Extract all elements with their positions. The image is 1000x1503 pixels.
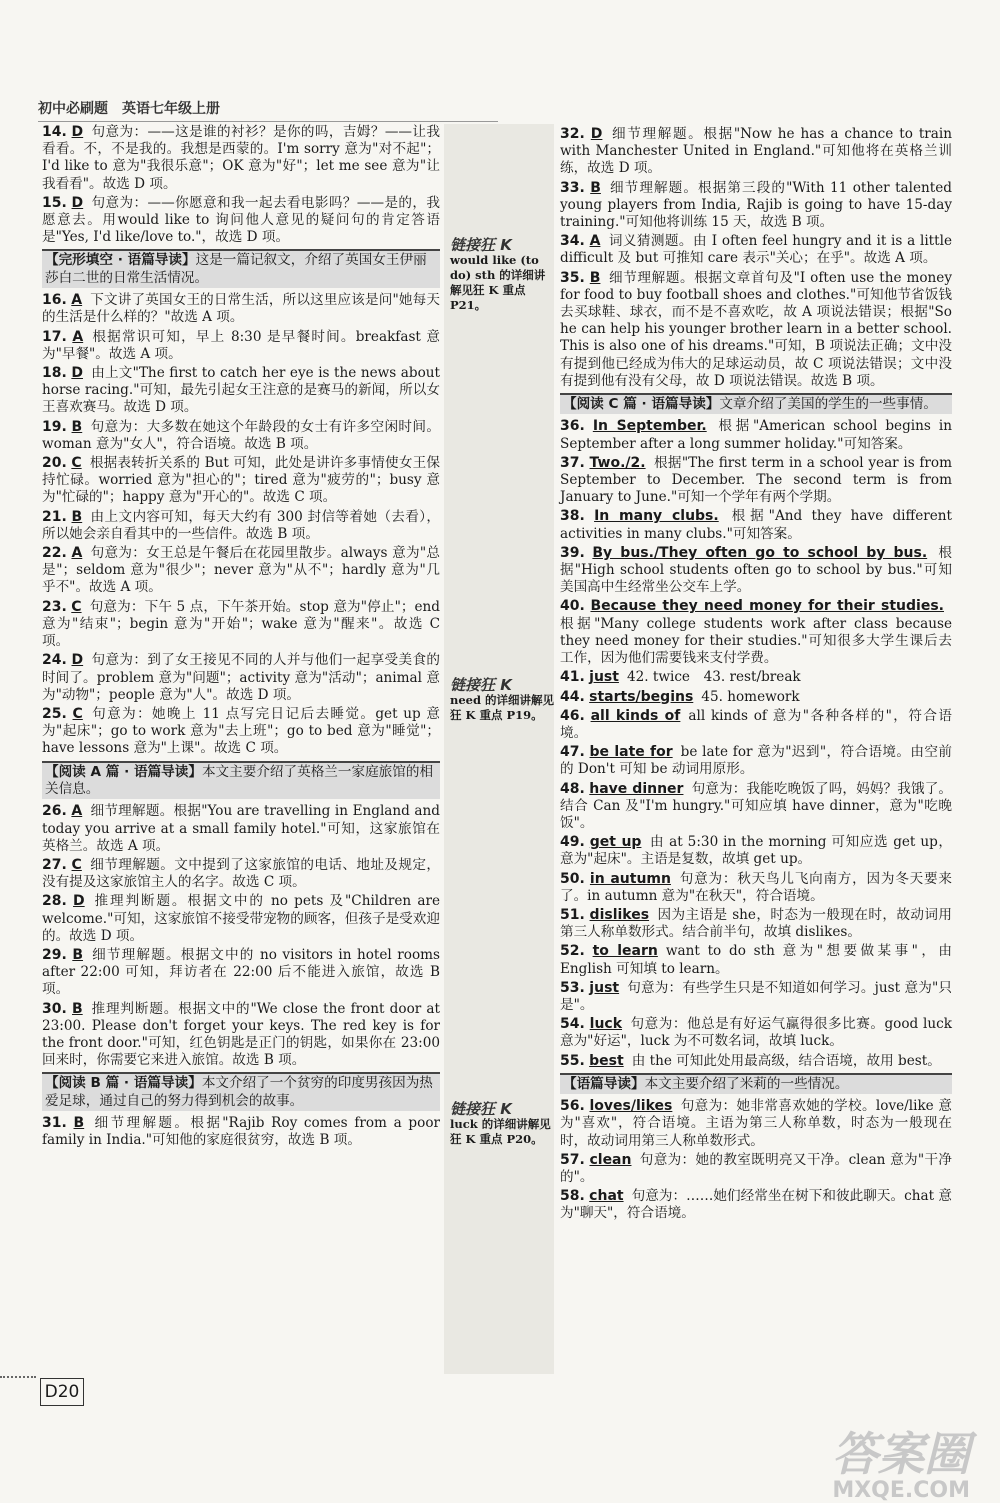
answer-entry bbox=[42, 365, 440, 417]
note-tag: 链接狂 K bbox=[450, 676, 512, 694]
explanation-text: 句意为：到了女王接见不同的人并与他们一起享受美食的时间了。problem 意为"问题"；activity 意为"活动"；animal 意为"动物"；people 意为"人"。故选 D 项。 bbox=[42, 652, 440, 703]
section-header bbox=[42, 1072, 440, 1111]
explanation-text: all kinds of 意为"各种各样的"，符合语境。 bbox=[560, 707, 952, 741]
explanation-text: 根据常识可知，早上 8:30 是早餐时间。breakfast 意为"早餐"。故选 A 项。 bbox=[42, 328, 440, 362]
question-number: 33. bbox=[560, 179, 585, 196]
question-number: 58. bbox=[560, 1188, 585, 1205]
answer-entry bbox=[560, 126, 952, 178]
answer-key: B bbox=[590, 179, 601, 196]
answer-entry bbox=[42, 947, 440, 999]
answer-key: Two./2. bbox=[589, 454, 646, 471]
answer-key: luck bbox=[589, 1016, 623, 1033]
explanation-text: 细节理解题。根据文章首句及"I often use the money for food to buy football shoes and clothes."可知他节省饭钱去买球鞋、球衣，而不是不喜欢吃，故 A 项说法错误；根据"So he can help his younger brother learn in a better school. This is also one of his dreams."可知，B 项说法正确；文中没有提到他已经成为伟大的足球运动员，故 C 项说法错误；文中没有提到他有没有父母，故 D 项说法错误。故选 B 项。 bbox=[560, 269, 952, 389]
footer-dots bbox=[0, 1376, 36, 1380]
answer-key: C bbox=[71, 856, 82, 873]
question-number: 38. bbox=[560, 508, 585, 525]
answer-key: By bus./They often go to school by bus. bbox=[592, 544, 928, 561]
answer-key: A bbox=[71, 803, 83, 820]
note-text: would like (to do) sth 的详细讲解见狂 K 重点 P21。 bbox=[450, 253, 546, 312]
answer-entry bbox=[560, 744, 952, 778]
question-number: 56. bbox=[560, 1098, 585, 1115]
question-number: 40. bbox=[560, 598, 585, 615]
explanation-text: 句意为：下午 5 点，下午茶开始。stop 意为"停止"；end 意为"结束"；begin 意为"开始"；wake 意为"醒来"。故选 C 项。 bbox=[42, 598, 440, 650]
answer-key: get up bbox=[589, 834, 642, 851]
question-number: 20. bbox=[42, 455, 67, 472]
answer-entry bbox=[560, 1188, 952, 1222]
question-number: 47. bbox=[560, 744, 585, 761]
answer-key: have dinner bbox=[589, 780, 684, 797]
explanation-text: 推理判断题。根据文中的"We close the front door at 23:00. Please don't forget your keys. The red key is for the front door."可知，红色钥匙是正门的钥匙，如果你在 23:00 回来时，你需要它来进入旅馆。故选 B 项。 bbox=[42, 1000, 440, 1069]
explanation-text: 句意为：大多数在她这个年龄段的女士有许多空闲时间。woman 意为"女人"，符合语境。故选 B 项。 bbox=[42, 418, 441, 452]
question-number: 28. bbox=[42, 893, 67, 910]
margin-note bbox=[450, 1102, 555, 1147]
note-tag: 链接狂 K bbox=[450, 1100, 512, 1118]
answer-entry bbox=[42, 195, 440, 247]
answer-key: D bbox=[73, 893, 85, 910]
answer-key: B bbox=[72, 1000, 83, 1017]
answer-key: just bbox=[589, 979, 620, 996]
answer-entry bbox=[42, 124, 440, 193]
margin-note bbox=[450, 238, 555, 313]
answer-key: starts/begins bbox=[589, 688, 694, 705]
question-number: 14. bbox=[42, 124, 67, 140]
explanation-text: 句意为：有些学生只是不知道如何学习。just 意为"只是"。 bbox=[560, 979, 953, 1013]
answer-key: just bbox=[589, 669, 619, 686]
answer-entry bbox=[560, 455, 952, 507]
answer-key: B bbox=[72, 946, 83, 963]
question-number: 17. bbox=[42, 328, 67, 345]
explanation-text: 句意为：——你愿意和我一起去看电影吗？——是的，我愿意去。用would like to 询问他人意见的疑问句的肯定答语是"Yes, I'd like/love to."，故选 D 项。 bbox=[42, 194, 440, 246]
section-text: 本文主要介绍了米莉的一些情况。 bbox=[644, 1075, 849, 1092]
answer-key: D bbox=[71, 124, 84, 140]
answer-entry bbox=[560, 598, 952, 667]
section-text: 文章介绍了美国的学生的一些事情。 bbox=[719, 396, 937, 413]
answer-entry bbox=[42, 706, 440, 758]
answer-entry bbox=[560, 180, 952, 232]
question-number: 57. bbox=[560, 1151, 585, 1168]
answer-entry bbox=[560, 689, 952, 706]
explanation-text: 根据"High school students often go to school by bus."可知美国高中生经常坐公交车上学。 bbox=[560, 544, 953, 596]
answer-key: Because they need money for their studies. bbox=[590, 598, 944, 615]
answer-key: A bbox=[589, 233, 601, 250]
question-number: 16. bbox=[42, 292, 67, 309]
answer-entry bbox=[42, 1001, 440, 1070]
explanation-text: 由 at 5:30 in the morning 可知应选 get up，意为"起床"。主语是复数，故填 get up。 bbox=[560, 834, 952, 868]
question-number: 44. bbox=[560, 688, 585, 705]
explanation-text: 词义猜测题。由 I often feel hungry and it is a little difficult 及 but 可推知 care 表示"关心；在乎"。故选 A 项。 bbox=[560, 233, 952, 267]
answer-entry bbox=[42, 509, 440, 543]
question-number: 15. bbox=[42, 194, 67, 211]
explanation-text: 42. twice 43. rest/break bbox=[626, 669, 801, 686]
section-text: 本文主要介绍了英格兰一家庭旅馆的相关信息。 bbox=[45, 763, 434, 797]
explanation-text: 句意为：我能吃晚饭了吗，妈妈？我饿了。结合 Can 及"I'm hungry."可知应填 have dinner，意为"吃晚饭"。 bbox=[560, 780, 953, 831]
explanation-text: 45. homework bbox=[701, 688, 800, 705]
answer-key: C bbox=[72, 705, 83, 722]
question-number: 37. bbox=[560, 454, 585, 471]
explanation-text: 下文讲了英国女王的日常生活，所以这里应该是问"她每天的生活是什么样的？"故选 A 项。 bbox=[42, 292, 440, 326]
explanation-text: 细节理解题。根据文中的 no visitors in hotel rooms after 22:00 可知，拜访者在 22:00 后不能进入旅馆，故选 B 项。 bbox=[42, 946, 440, 998]
section-header bbox=[560, 393, 952, 414]
answer-entry bbox=[560, 1016, 952, 1050]
question-number: 46. bbox=[560, 707, 585, 724]
explanation-text: 由 the 可知此处用最高级，结合语境，故用 best。 bbox=[631, 1052, 941, 1069]
answer-key: in autumn bbox=[589, 870, 671, 887]
answer-entry bbox=[560, 418, 952, 452]
question-number: 32. bbox=[560, 126, 585, 142]
section-header bbox=[42, 249, 440, 288]
question-number: 30. bbox=[42, 1000, 67, 1017]
running-header: 初中必刷题 英语七年级上册 bbox=[38, 98, 498, 122]
page-number: D20 bbox=[40, 1378, 84, 1406]
explanation-text: 句意为：她晚上 11 点写完日记后去睡觉。get up 意为"起床"；go to work 意为"去上班"；go to bed 意为"睡觉"；have lessons 意为"上课"。故选 C 项。 bbox=[42, 705, 440, 757]
question-number: 41. bbox=[560, 669, 585, 686]
answer-entry bbox=[560, 834, 952, 868]
explanation-text: 句意为：女王总是午餐后在花园里散步。always 意为"总是"；seldom 意为"很少"；never 意为"从不"；hardly 意为"几乎不"。故选 A 项。 bbox=[42, 545, 440, 596]
question-number: 19. bbox=[42, 418, 67, 435]
question-number: 54. bbox=[560, 1016, 585, 1033]
answer-entry bbox=[42, 419, 440, 453]
answer-entry bbox=[42, 545, 440, 597]
explanation-text: 细节理解题。根据"You are travelling in England and today you arrive at a small family hotel."可知，这家旅馆在英格兰。故选 A 项。 bbox=[42, 803, 440, 854]
question-number: 21. bbox=[42, 508, 67, 525]
section-label: 【完形填空 · 语篇导读】 bbox=[45, 252, 196, 269]
answer-entry bbox=[560, 1098, 952, 1150]
margin-note bbox=[450, 678, 555, 723]
explanation-text: 细节理解题。根据"Now he has a chance to train with Manchester United in England."可知他将在英格兰训练，故选 D 项。 bbox=[560, 126, 952, 177]
section-header bbox=[560, 1073, 952, 1094]
answer-key: In many clubs. bbox=[594, 508, 719, 525]
explanation-text: 句意为：她的教室既明亮又干净。clean 意为"干净的"。 bbox=[560, 1151, 953, 1185]
question-number: 53. bbox=[560, 979, 585, 996]
answer-key: B bbox=[73, 1115, 85, 1132]
answer-entry bbox=[42, 329, 440, 363]
explanation-text: 因为主语是 she，时态为一般现在时，故动词用第三人称单数形式。结合前半句，故填 dislikes。 bbox=[560, 906, 952, 941]
explanation-text: 句意为：……她们经常坐在树下和彼此聊天。chat 意为"聊天"，符合语境。 bbox=[560, 1188, 952, 1222]
answer-entry bbox=[560, 980, 952, 1014]
question-number: 36. bbox=[560, 418, 585, 435]
section-header bbox=[42, 761, 440, 800]
section-label: 【阅读 A 篇 · 语篇导读】 bbox=[45, 763, 202, 780]
answer-key: C bbox=[71, 455, 82, 472]
answer-entry bbox=[560, 943, 952, 977]
answer-entry bbox=[560, 1152, 952, 1186]
note-text: luck 的详细讲解见狂 K 重点 P20。 bbox=[450, 1117, 551, 1146]
answer-entry bbox=[42, 455, 440, 507]
answer-key: chat bbox=[589, 1188, 624, 1205]
answer-key: D bbox=[71, 365, 83, 382]
explanation-text: 根据"American school begins in September after a long summer holiday."可知答案。 bbox=[560, 418, 952, 452]
question-number: 31. bbox=[42, 1115, 67, 1132]
explanation-text: 细节理解题。根据第三段的"With 11 other talented young players from India, Rajib is going to have 15-day training."可知他将训练 15 天，故选 B 项。 bbox=[560, 179, 952, 231]
watermark-url: MXQE.COM bbox=[832, 1478, 970, 1503]
explanation-text: 句意为：她非常喜欢她的学校。love/like 意为"喜欢"，符合语境。主语为第三人称单数，时态为一般现在时，故动词用第三人称单数形式。 bbox=[560, 1098, 952, 1149]
answer-key: to learn bbox=[592, 943, 658, 960]
question-number: 18. bbox=[42, 365, 67, 382]
answer-key: B bbox=[589, 269, 601, 286]
note-text: need 的详细讲解见狂 K 重点 P19。 bbox=[450, 693, 555, 722]
watermark-main: 答案圈 bbox=[832, 1427, 970, 1481]
question-number: 55. bbox=[560, 1052, 585, 1069]
answer-key: A bbox=[72, 328, 84, 345]
question-number: 50. bbox=[560, 870, 585, 887]
question-number: 34. bbox=[560, 233, 585, 250]
explanation-text: 细节理解题。根据"Rajib Roy comes from a poor family in India."可知他的家庭很贫穷，故选 B 项。 bbox=[42, 1115, 441, 1149]
answer-entry bbox=[42, 803, 440, 855]
explanation-text: want to do sth 意为"想要做某事"，由 English 可知填 to learn。 bbox=[560, 943, 952, 977]
answer-entry bbox=[560, 545, 952, 597]
answer-entry bbox=[560, 781, 952, 833]
answer-key: best bbox=[589, 1052, 624, 1069]
answer-entry bbox=[560, 508, 952, 542]
explanation-text: be late for 意为"迟到"，符合语境。由空前的 Don't 可知 be 动词用原形。 bbox=[560, 744, 952, 778]
answer-entry bbox=[42, 857, 440, 891]
answer-key: B bbox=[71, 418, 83, 435]
answer-key: In September. bbox=[592, 418, 707, 435]
answer-key: A bbox=[71, 545, 83, 562]
explanation-text: 细节理解题。文中提到了这家旅馆的电话、地址及规定，没有提及这家旅馆主人的名字。故选 C 项。 bbox=[42, 856, 440, 891]
question-number: 22. bbox=[42, 545, 67, 562]
explanation-text: 推理判断题。根据文中的 no pets 及"Children are welcome."可知，这家旅馆不接受带宠物的顾客，但孩子是受欢迎的。故选 D 项。 bbox=[42, 893, 440, 944]
answer-entry bbox=[42, 292, 440, 326]
explanation-text: 句意为：——这是谁的衬衫？是你的吗，吉姆？——让我看看。不，不是我的。我想是西蒙的。I'm sorry 意为"对不起"；I'd like to 意为"我很乐意"；OK 意为"好"；let me see 意为"让我看看"。故选 D 项。 bbox=[42, 124, 440, 192]
question-number: 51. bbox=[560, 906, 585, 923]
answer-key: B bbox=[71, 508, 83, 525]
note-tag: 链接狂 K bbox=[450, 236, 512, 254]
answer-entry bbox=[42, 599, 440, 651]
answer-entry bbox=[42, 893, 440, 945]
section-label: 【阅读 C 篇 · 语篇导读】 bbox=[563, 396, 720, 413]
question-number: 23. bbox=[42, 598, 67, 615]
answer-entry bbox=[560, 907, 952, 941]
explanation-text: 句意为：秋天鸟儿飞向南方，因为冬天要来了。in autumn 意为"在秋天"，符合语境。 bbox=[560, 870, 952, 904]
answer-entry bbox=[560, 708, 952, 742]
question-number: 49. bbox=[560, 834, 585, 851]
explanation-text: 根据"And they have different activities in many clubs."可知答案。 bbox=[560, 508, 952, 542]
question-number: 39. bbox=[560, 544, 585, 561]
left-column bbox=[42, 124, 440, 1152]
question-number: 24. bbox=[42, 652, 67, 669]
question-number: 35. bbox=[560, 269, 585, 286]
section-label: 【语篇导读】 bbox=[563, 1075, 645, 1092]
section-text: 这是一篇记叙文，介绍了英国女王伊丽莎白二世的日常生活情况。 bbox=[45, 252, 427, 286]
explanation-text: 根据"The first term in a school year is from September to December. The second term is from January to June."可知一个学年有两个学期。 bbox=[560, 454, 952, 506]
answer-entry bbox=[42, 1115, 440, 1149]
question-number: 29. bbox=[42, 946, 67, 963]
answer-entry bbox=[560, 270, 952, 390]
answer-entry bbox=[42, 652, 440, 704]
answer-key: D bbox=[71, 194, 84, 211]
right-column bbox=[560, 126, 952, 1225]
section-text: 本文介绍了一个贫穷的印度男孩因为热爱足球，通过自己的努力得到机会的故事。 bbox=[45, 1075, 433, 1109]
answer-entry bbox=[560, 871, 952, 905]
explanation-text: 由上文内容可知，每天大约有 300 封信等着她（去看），所以她会亲自看其中的一些信件。故选 B 项。 bbox=[42, 508, 440, 542]
answer-entry bbox=[560, 1053, 952, 1070]
answer-key: loves/likes bbox=[589, 1098, 673, 1115]
section-label: 【阅读 B 篇 · 语篇导读】 bbox=[45, 1075, 202, 1092]
explanation-text: 句意为：他总是有好运气赢得很多比赛。good luck 意为"好运"，luck 为不可数名词，故填 luck。 bbox=[560, 1016, 953, 1050]
explanation-text: 根据表转折关系的 But 可知，此处是讲许多事情使女王保持忙碌。worried 意为"担心的"；tired 意为"疲劳的"；busy 意为"忙碌的"；happy 意为"开心的"。故选 C 项。 bbox=[42, 455, 440, 506]
question-number: 52. bbox=[560, 943, 585, 960]
answer-entry bbox=[560, 669, 952, 686]
answer-key: D bbox=[71, 652, 84, 669]
explanation-text: 根据"Many college students work after class because they need money for their studies."可知很多大学生课后去工作，因为他们需要钱来支付学费。 bbox=[560, 615, 952, 667]
question-number: 26. bbox=[42, 803, 67, 820]
answer-key: clean bbox=[589, 1151, 632, 1168]
question-number: 25. bbox=[42, 705, 67, 722]
answer-key: A bbox=[71, 292, 83, 309]
answer-key: C bbox=[71, 598, 82, 615]
explanation-text: 由上文"The first to catch her eye is the news about horse racing."可知，最先引起女王注意的是赛马的新闻，所以女王喜欢赛马。故选 D 项。 bbox=[42, 365, 441, 416]
answer-entry bbox=[560, 233, 952, 267]
answer-key: be late for bbox=[589, 744, 673, 761]
answer-key: dislikes bbox=[589, 906, 650, 923]
answer-key: all kinds of bbox=[590, 707, 681, 724]
question-number: 48. bbox=[560, 780, 585, 797]
watermark bbox=[832, 1418, 970, 1503]
answer-key: D bbox=[590, 126, 603, 142]
question-number: 27. bbox=[42, 856, 67, 873]
